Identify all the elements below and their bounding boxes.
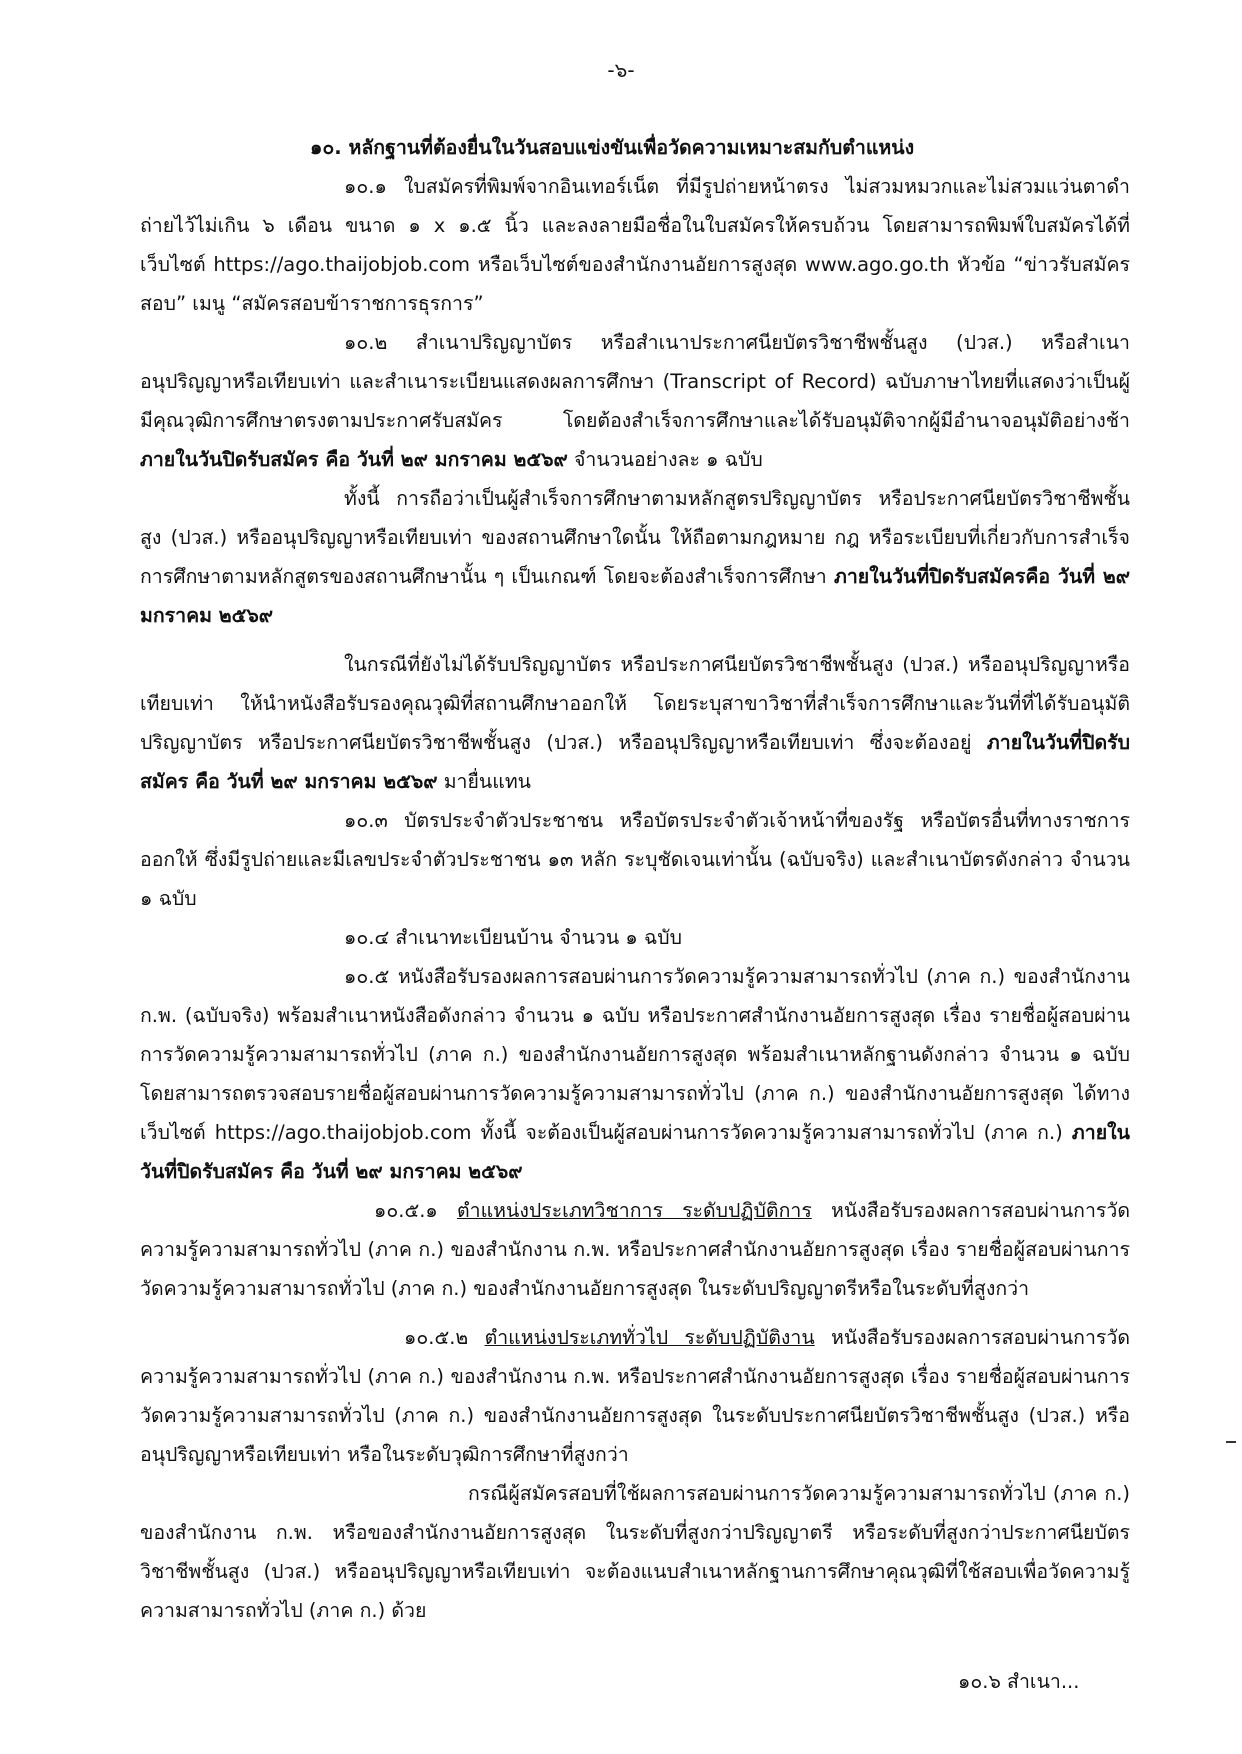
paragraph-10-5-2-number: ๑๐.๕.๒ <box>404 1326 485 1349</box>
paragraph-pending-degree-tail: มายื่นแทน <box>437 770 532 793</box>
paragraph-pending-degree-text: ในกรณีที่ยังไม่ได้รับปริญญาบัตร หรือประกาศนียบัตรวิชาชีพชั้นสูง (ปวส.) หรืออนุปริญญาหรือเทียบเท่า ให้นำหนังสือรับรองคุณวุฒิที่สถานศึกษาออกให้ โดยระบุสาขาวิชาที่สำเร็จการศึกษาและวันที่ที่ได้รับอนุมัติปริญญาบัตร หรือประกาศนียบัตรวิชาชีพชั้นสูง (ปวส.) หรืออนุปริญญาหรือเทียบเท่า ซึ่งจะต้องอยู่ <box>140 653 1130 754</box>
paragraph-10-5-1-position-type: ตำแหน่งประเภทวิชาการ ระดับปฏิบัติการ <box>456 1199 812 1222</box>
paragraph-10-2-deadline: ภายในวันปิดรับสมัคร คือ วันที่ ๒๙ มกราคม ๒๕๖๙ <box>140 448 568 471</box>
paragraph-graduation-rule <box>140 479 1130 635</box>
paragraph-10-5-text: ๑๐.๕ หนังสือรับรองผลการสอบผ่านการวัดความรู้ความสามารถทั่วไป (ภาค ก.) ของสำนักงาน ก.พ. (ฉบับจริง) พร้อมสำเนาหนังสือดังกล่าว จำนวน ๑ ฉบับ หรือประกาศสำนักงานอัยการสูงสุด เรื่อง รายชื่อผู้สอบผ่านการวัดความรู้ความสามารถทั่วไป (ภาค ก.) ของสำนักงานอัยการสูงสุด พร้อมสำเนาหลักฐานดังกล่าว จำนวน ๑ ฉบับ โดยสามารถตรวจสอบรายชื่อผู้สอบผ่านการวัดความรู้ความสามารถทั่วไป (ภาค ก.) ของสำนักงานอัยการสูงสุด ได้ทางเว็บไซต์ https://ago.thaijobjob.com ทั้งนี้ จะต้องเป็นผู้สอบผ่านการวัดความรู้ความสามารถทั่วไป (ภาค ก.) <box>140 965 1130 1144</box>
paragraph-higher-degree-case: กรณีผู้สมัครสอบที่ใช้ผลการสอบผ่านการวัดความรู้ความสามารถทั่วไป (ภาค ก.) ของสำนักงาน ก.พ. หรือของสำนักงานอัยการสูงสุด ในระดับที่สูงกว่าปริญญาตรี หรือระดับที่สูงกว่าประกาศนียบัตรวิชาชีพชั้นสูง (ปวส.) หรืออนุปริญญาหรือเทียบเท่า จะต้องแนบสำเนาหลักฐานการศึกษาคุณวุฒิที่ใช้สอบเพื่อวัดความรู้ความสามารถทั่วไป (ภาค ก.) ด้วย <box>140 1482 1130 1622</box>
paragraph-graduation-rule-deadline: ภายในวันที่ปิดรับสมัครคือ วันที่ ๒๙ มกราคม ๒๕๖๙ <box>140 565 1130 627</box>
margin-mark <box>1226 1441 1236 1443</box>
paragraph-pending-degree <box>140 645 1130 801</box>
paragraph-10-5-2 <box>140 1318 1130 1474</box>
paragraph-10-5-2-text: หนังสือรับรองผลการสอบผ่านการวัดความรู้ความสามารถทั่วไป (ภาค ก.) ของสำนักงาน ก.พ. หรือประกาศสำนักงานอัยการสูงสุด เรื่อง รายชื่อผู้สอบผ่านการวัดความรู้ความสามารถทั่วไป (ภาค ก.) ของสำนักงานอัยการสูงสุด ในระดับประกาศนียบัตรวิชาชีพชั้นสูง (ปวส.) หรืออนุปริญญาหรือเทียบเท่า หรือในระดับวุฒิการศึกษาที่สูงกว่า <box>140 1326 1130 1466</box>
next-page-reference: ๑๐.๖ สำเนา... <box>958 1670 1080 1693</box>
paragraph-10-5-1 <box>140 1191 1130 1308</box>
paragraph-10-2 <box>140 323 1130 479</box>
paragraph-10-3: ๑๐.๓ บัตรประจำตัวประชาชน หรือบัตรประจำตัวเจ้าหน้าที่ของรัฐ หรือบัตรอื่นที่ทางราชการออกให้ ซึ่งมีรูปถ่ายและมีเลขประจำตัวประชาชน ๑๓ หลัก ระบุชัดเจนเท่านั้น (ฉบับจริง) และสำเนาบัตรดังกล่าว จำนวน ๑ ฉบับ <box>140 809 1130 910</box>
paragraph-10-4: ๑๐.๔ สำเนาทะเบียนบ้าน จำนวน ๑ ฉบับ <box>344 926 683 949</box>
section-heading: ๑๐. หลักฐานที่ต้องยื่นในวันสอบแข่งขันเพื่อวัดความเหมาะสมกับตำแหน่ง <box>310 136 915 159</box>
paragraph-graduation-rule-text: ทั้งนี้ การถือว่าเป็นผู้สำเร็จการศึกษาตามหลักสูตรปริญญาบัตร หรือประกาศนียบัตรวิชาชีพชั้นสูง (ปวส.) หรืออนุปริญญาหรือเทียบเท่า ของสถานศึกษาใดนั้น ให้ถือตามกฎหมาย กฎ หรือระเบียบที่เกี่ยวกับการสำเร็จการศึกษาตามหลักสูตรของสถานศึกษานั้น ๆ เป็นเกณฑ์ โดยจะต้องสำเร็จการศึกษา <box>140 487 1130 588</box>
document-body <box>140 128 1130 1630</box>
paragraph-10-5-2-position-type: ตำแหน่งประเภททั่วไป ระดับปฏิบัติงาน <box>484 1326 815 1349</box>
paragraph-10-5 <box>140 957 1130 1191</box>
paragraph-10-2-tail: จำนวนอย่างละ ๑ ฉบับ <box>567 448 763 471</box>
paragraph-10-1: ๑๐.๑ ใบสมัครที่พิมพ์จากอินเทอร์เน็ต ที่มีรูปถ่ายหน้าตรง ไม่สวมหมวกและไม่สวมแว่นตาดำ ถ่ายไว้ไม่เกิน ๖ เดือน ขนาด ๑ x ๑.๕ นิ้ว และลงลายมือชื่อในใบสมัครให้ครบถ้วน โดยสามารถพิมพ์ใบสมัครได้ที่เว็บไซต์ https://ago.thaijobjob.com หรือเว็บไซต์ของสำนักงานอัยการสูงสุด www.ago.go.th หัวข้อ “ข่าวรับสมัครสอบ” เมนู “สมัครสอบข้าราชการธุรการ” <box>140 175 1130 315</box>
paragraph-10-5-deadline: ภายในวันที่ปิดรับสมัคร คือ วันที่ ๒๙ มกราคม ๒๕๖๙ <box>140 1121 1130 1183</box>
paragraph-10-5-1-number: ๑๐.๕.๑ <box>374 1199 457 1222</box>
paragraph-10-5-1-text: หนังสือรับรองผลการสอบผ่านการวัดความรู้ความสามารถทั่วไป (ภาค ก.) ของสำนักงาน ก.พ. หรือประกาศสำนักงานอัยการสูงสุด เรื่อง รายชื่อผู้สอบผ่านการวัดความรู้ความสามารถทั่วไป (ภาค ก.) ของสำนักงานอัยการสูงสุด ในระดับปริญญาตรีหรือในระดับที่สูงกว่า <box>140 1199 1130 1300</box>
page-number: -๖- <box>607 58 635 82</box>
paragraph-pending-degree-deadline: ภายในวันที่ปิดรับสมัคร คือ วันที่ ๒๙ มกราคม ๒๕๖๙ <box>140 731 1130 793</box>
paragraph-10-2-text: ๑๐.๒ สำเนาปริญญาบัตร หรือสำเนาประกาศนียบัตรวิชาชีพชั้นสูง (ปวส.) หรือสำเนาอนุปริญญาหรือเทียบเท่า และสำเนาระเบียนแสดงผลการศึกษา (Transcript of Record) ฉบับภาษาไทยที่แสดงว่าเป็นผู้มีคุณวุฒิการศึกษาตรงตามประกาศรับสมัคร โดยต้องสำเร็จการศึกษาและได้รับอนุมัติจากผู้มีอำนาจอนุมัติอย่างช้า <box>140 331 1130 432</box>
